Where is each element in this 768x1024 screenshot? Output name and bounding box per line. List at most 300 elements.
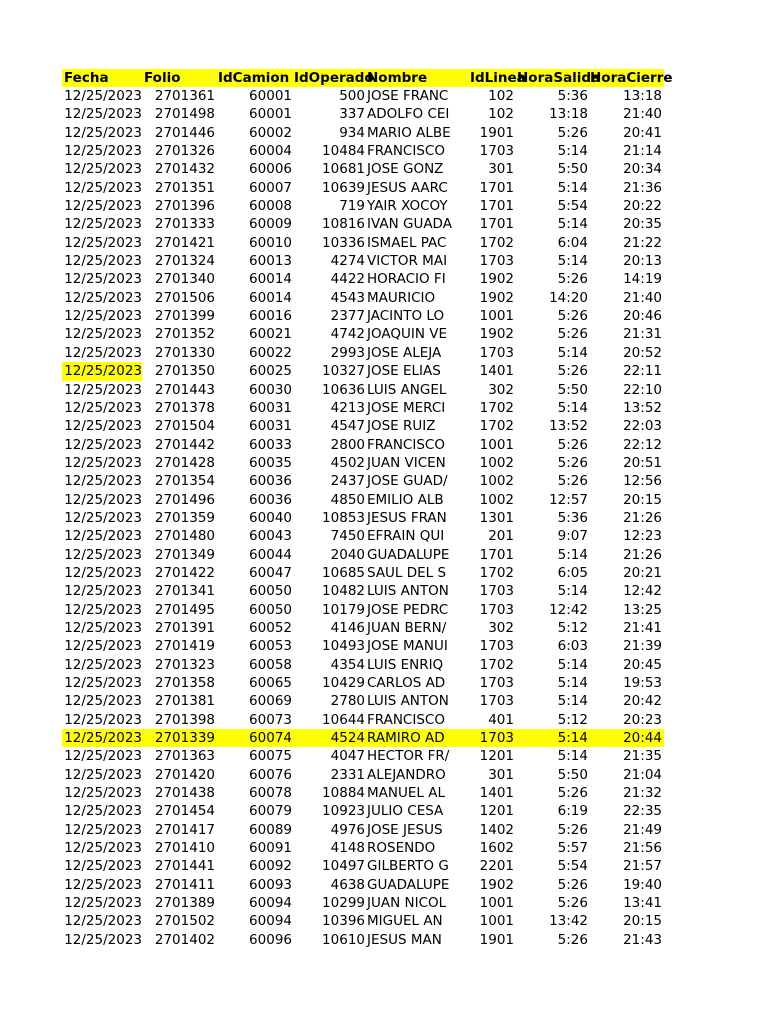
cell-idcamion[interactable]: 60040 — [249, 509, 292, 526]
cell-fecha[interactable]: 12/25/2023 — [64, 473, 142, 490]
cell-idlinea[interactable]: 102 — [488, 106, 514, 123]
cell-horasalida[interactable]: 5:14 — [557, 730, 588, 747]
cell-idoperador[interactable]: 10497 — [322, 858, 365, 875]
cell-fecha[interactable]: 12/25/2023 — [64, 198, 142, 215]
cell-fecha[interactable]: 12/25/2023 — [64, 656, 142, 673]
cell-horasalida[interactable]: 5:26 — [557, 473, 588, 490]
cell-horacierre[interactable]: 20:23 — [623, 711, 662, 728]
cell-nombre[interactable]: MIGUEL AN — [367, 913, 443, 930]
cell-horasalida[interactable]: 5:14 — [557, 143, 588, 160]
cell-idcamion[interactable]: 60047 — [249, 564, 292, 581]
cell-fecha[interactable]: 12/25/2023 — [64, 271, 142, 288]
cell-nombre[interactable]: HECTOR FR/ — [367, 748, 450, 765]
cell-fecha[interactable]: 12/25/2023 — [64, 106, 142, 123]
cell-idoperador[interactable]: 7450 — [330, 528, 365, 545]
cell-folio[interactable]: 2701419 — [154, 638, 215, 655]
cell-folio[interactable]: 2701333 — [154, 216, 215, 233]
cell-nombre[interactable]: EMILIO ALB — [367, 491, 444, 508]
cell-idlinea[interactable]: 302 — [488, 381, 514, 398]
cell-nombre[interactable]: GILBERTO G — [367, 858, 449, 875]
cell-idcamion[interactable]: 60025 — [249, 363, 292, 380]
cell-folio[interactable]: 2701323 — [154, 656, 215, 673]
cell-nombre[interactable]: JOSE GONZ — [367, 161, 444, 178]
cell-horacierre[interactable]: 20:44 — [623, 730, 662, 747]
cell-idlinea[interactable]: 1002 — [479, 473, 514, 490]
cell-idlinea[interactable]: 1701 — [479, 179, 514, 196]
cell-idoperador[interactable]: 4547 — [330, 418, 365, 435]
cell-idcamion[interactable]: 60058 — [249, 656, 292, 673]
cell-horasalida[interactable]: 5:50 — [557, 161, 588, 178]
cell-horasalida[interactable]: 5:14 — [557, 748, 588, 765]
cell-idoperador[interactable]: 10179 — [322, 601, 365, 618]
cell-fecha[interactable]: 12/25/2023 — [64, 454, 142, 471]
cell-horasalida[interactable]: 5:36 — [557, 88, 588, 104]
cell-fecha[interactable]: 12/25/2023 — [64, 216, 142, 233]
cell-idlinea[interactable]: 1902 — [479, 271, 514, 288]
cell-idcamion[interactable]: 60096 — [249, 931, 292, 948]
cell-idcamion[interactable]: 60094 — [249, 913, 292, 930]
cell-nombre[interactable]: MAURICIO — [367, 289, 436, 306]
cell-horacierre[interactable]: 19:40 — [623, 876, 662, 893]
cell-fecha[interactable]: 12/25/2023 — [64, 308, 142, 325]
cell-horasalida[interactable]: 13:52 — [549, 418, 588, 435]
cell-idlinea[interactable]: 1002 — [479, 491, 514, 508]
cell-nombre[interactable]: JOSE ALEJA — [367, 344, 442, 361]
cell-horasalida[interactable]: 5:36 — [557, 509, 588, 526]
cell-horacierre[interactable]: 13:25 — [623, 601, 662, 618]
cell-folio[interactable]: 2701341 — [154, 583, 215, 600]
cell-folio[interactable]: 2701442 — [154, 436, 215, 453]
cell-fecha[interactable]: 12/25/2023 — [64, 748, 142, 765]
cell-idcamion[interactable]: 60014 — [249, 271, 292, 288]
cell-horasalida[interactable]: 5:14 — [557, 693, 588, 710]
cell-fecha[interactable]: 12/25/2023 — [64, 509, 142, 526]
cell-idoperador[interactable]: 10644 — [322, 711, 365, 728]
cell-fecha[interactable]: 12/25/2023 — [62, 362, 142, 380]
cell-idcamion[interactable]: 60013 — [249, 253, 292, 270]
cell-idlinea[interactable]: 1901 — [479, 931, 514, 948]
cell-idlinea[interactable]: 1701 — [479, 546, 514, 563]
cell-idcamion[interactable]: 60033 — [249, 436, 292, 453]
cell-nombre[interactable]: LUIS ANTON — [367, 693, 449, 710]
cell-horacierre[interactable]: 21:40 — [623, 289, 662, 306]
cell-idoperador[interactable]: 2331 — [330, 766, 365, 783]
cell-folio[interactable]: 2701359 — [154, 509, 215, 526]
cell-nombre[interactable]: ADOLFO CEI — [367, 106, 450, 123]
cell-nombre[interactable]: JULIO CESA — [367, 803, 444, 820]
cell-idoperador[interactable]: 10681 — [322, 161, 365, 178]
cell-idoperador[interactable]: 10299 — [322, 895, 365, 912]
cell-horacierre[interactable]: 20:52 — [623, 344, 662, 361]
cell-fecha[interactable]: 12/25/2023 — [64, 491, 142, 508]
cell-folio[interactable]: 2701410 — [154, 840, 215, 857]
cell-idlinea[interactable]: 1703 — [479, 730, 514, 747]
cell-idoperador[interactable]: 2040 — [330, 546, 365, 563]
cell-idcamion[interactable]: 60001 — [249, 88, 292, 104]
cell-idlinea[interactable]: 1401 — [479, 363, 514, 380]
cell-folio[interactable]: 2701402 — [154, 931, 215, 948]
cell-fecha[interactable]: 12/25/2023 — [64, 179, 142, 196]
cell-idlinea[interactable]: 1001 — [479, 895, 514, 912]
cell-idcamion[interactable]: 60010 — [249, 234, 292, 251]
cell-idcamion[interactable]: 60089 — [249, 821, 292, 838]
cell-folio[interactable]: 2701421 — [154, 234, 215, 251]
cell-idcamion[interactable]: 60030 — [249, 381, 292, 398]
cell-nombre[interactable]: SAUL DEL S — [367, 564, 447, 581]
cell-nombre[interactable]: MARIO ALBE — [367, 124, 451, 141]
cell-idoperador[interactable]: 4742 — [330, 326, 365, 343]
cell-nombre[interactable]: FRANCISCO — [367, 143, 445, 160]
cell-horasalida[interactable]: 6:03 — [557, 638, 588, 655]
cell-horacierre[interactable]: 22:03 — [623, 418, 662, 435]
cell-nombre[interactable]: FRANCISCO — [367, 711, 445, 728]
cell-fecha[interactable]: 12/25/2023 — [64, 931, 142, 948]
cell-nombre[interactable]: LUIS ENRIQ — [367, 656, 444, 673]
cell-idcamion[interactable]: 60001 — [249, 106, 292, 123]
cell-idcamion[interactable]: 60094 — [249, 895, 292, 912]
cell-fecha[interactable]: 12/25/2023 — [64, 124, 142, 141]
cell-fecha[interactable]: 12/25/2023 — [64, 766, 142, 783]
cell-idoperador[interactable]: 10482 — [322, 583, 365, 600]
cell-idcamion[interactable]: 60008 — [249, 198, 292, 215]
cell-idlinea[interactable]: 1602 — [479, 840, 514, 857]
cell-idcamion[interactable]: 60079 — [249, 803, 292, 820]
cell-nombre[interactable]: ISMAEL PAC — [367, 234, 447, 251]
cell-horacierre[interactable]: 20:22 — [623, 198, 662, 215]
cell-idlinea[interactable]: 1703 — [479, 675, 514, 691]
cell-idoperador[interactable]: 934 — [339, 124, 365, 141]
cell-folio[interactable]: 2701498 — [154, 106, 215, 123]
cell-nombre[interactable]: ROSENDO — [367, 840, 436, 857]
cell-idcamion[interactable]: 60075 — [249, 748, 292, 765]
cell-fecha[interactable]: 12/25/2023 — [64, 381, 142, 398]
cell-idoperador[interactable]: 4422 — [330, 271, 365, 288]
cell-folio[interactable]: 2701495 — [154, 601, 215, 618]
cell-folio[interactable]: 2701381 — [154, 693, 215, 710]
cell-horacierre[interactable]: 21:31 — [623, 326, 662, 343]
cell-idlinea[interactable]: 1001 — [479, 436, 514, 453]
cell-folio[interactable]: 2701422 — [154, 564, 215, 581]
cell-folio[interactable]: 2701441 — [154, 858, 215, 875]
cell-horacierre[interactable]: 21:39 — [623, 638, 662, 655]
cell-horasalida[interactable]: 5:50 — [557, 766, 588, 783]
cell-fecha[interactable]: 12/25/2023 — [64, 821, 142, 838]
cell-folio[interactable]: 2701326 — [154, 143, 215, 160]
cell-fecha[interactable]: 12/25/2023 — [64, 913, 142, 930]
cell-idcamion[interactable]: 60078 — [249, 785, 292, 802]
cell-horasalida[interactable]: 5:26 — [557, 271, 588, 288]
cell-fecha[interactable]: 12/25/2023 — [64, 619, 142, 636]
cell-idlinea[interactable]: 1702 — [479, 656, 514, 673]
cell-idlinea[interactable]: 301 — [488, 766, 514, 783]
cell-folio[interactable]: 2701349 — [154, 546, 215, 563]
cell-horacierre[interactable]: 21:43 — [623, 931, 662, 948]
cell-horacierre[interactable]: 20:46 — [623, 308, 662, 325]
cell-idoperador[interactable]: 10636 — [322, 381, 365, 398]
cell-folio[interactable]: 2701438 — [154, 785, 215, 802]
cell-idlinea[interactable]: 1703 — [479, 693, 514, 710]
cell-horacierre[interactable]: 20:15 — [623, 491, 662, 508]
cell-idlinea[interactable]: 2201 — [479, 858, 514, 875]
cell-nombre[interactable]: JESUS AARC — [367, 179, 448, 196]
cell-nombre[interactable]: JACINTO LO — [367, 308, 445, 325]
cell-idoperador[interactable]: 10923 — [322, 803, 365, 820]
cell-fecha[interactable]: 12/25/2023 — [64, 785, 142, 802]
cell-folio[interactable]: 2701339 — [154, 730, 215, 747]
header-idcamion[interactable]: IdCamion — [218, 70, 290, 86]
cell-folio[interactable]: 2701361 — [154, 88, 215, 104]
cell-fecha[interactable]: 12/25/2023 — [64, 289, 142, 306]
cell-horasalida[interactable]: 5:14 — [557, 583, 588, 600]
cell-fecha[interactable]: 12/25/2023 — [64, 840, 142, 857]
cell-horacierre[interactable]: 20:51 — [623, 454, 662, 471]
cell-horacierre[interactable]: 21:22 — [623, 234, 662, 251]
cell-horasalida[interactable]: 13:42 — [549, 913, 588, 930]
cell-folio[interactable]: 2701350 — [154, 363, 215, 380]
cell-fecha[interactable]: 12/25/2023 — [64, 528, 142, 545]
cell-folio[interactable]: 2701391 — [154, 619, 215, 636]
cell-horacierre[interactable]: 20:41 — [623, 124, 662, 141]
cell-folio[interactable]: 2701352 — [154, 326, 215, 343]
cell-horasalida[interactable]: 5:12 — [557, 619, 588, 636]
cell-idlinea[interactable]: 1703 — [479, 601, 514, 618]
cell-idlinea[interactable]: 1701 — [479, 216, 514, 233]
cell-fecha[interactable]: 12/25/2023 — [64, 88, 142, 104]
cell-horacierre[interactable]: 21:26 — [623, 546, 662, 563]
cell-fecha[interactable]: 12/25/2023 — [64, 711, 142, 728]
cell-folio[interactable]: 2701363 — [154, 748, 215, 765]
cell-idlinea[interactable]: 1201 — [479, 748, 514, 765]
cell-fecha[interactable]: 12/25/2023 — [64, 876, 142, 893]
cell-horasalida[interactable]: 5:26 — [557, 821, 588, 838]
cell-horasalida[interactable]: 13:18 — [549, 106, 588, 123]
cell-fecha[interactable]: 12/25/2023 — [64, 895, 142, 912]
cell-idlinea[interactable]: 201 — [488, 528, 514, 545]
cell-folio[interactable]: 2701411 — [154, 876, 215, 893]
cell-idoperador[interactable]: 10685 — [322, 564, 365, 581]
cell-idcamion[interactable]: 60091 — [249, 840, 292, 857]
header-fecha[interactable]: Fecha — [64, 70, 109, 86]
cell-nombre[interactable]: IVAN GUADA — [367, 216, 452, 233]
cell-idoperador[interactable]: 10610 — [322, 931, 365, 948]
cell-idoperador[interactable]: 10484 — [322, 143, 365, 160]
cell-nombre[interactable]: JESUS FRAN — [367, 509, 447, 526]
cell-idlinea[interactable]: 1702 — [479, 234, 514, 251]
cell-idoperador[interactable]: 337 — [339, 106, 365, 123]
cell-idcamion[interactable]: 60076 — [249, 766, 292, 783]
cell-nombre[interactable]: EFRAIN QUI — [367, 528, 445, 545]
cell-horasalida[interactable]: 5:14 — [557, 675, 588, 691]
cell-horasalida[interactable]: 6:19 — [557, 803, 588, 820]
cell-folio[interactable]: 2701399 — [154, 308, 215, 325]
cell-nombre[interactable]: JOSE MANUI — [367, 638, 448, 655]
cell-horacierre[interactable]: 20:35 — [623, 216, 662, 233]
cell-horacierre[interactable]: 20:15 — [623, 913, 662, 930]
cell-horasalida[interactable]: 5:57 — [557, 840, 588, 857]
cell-nombre[interactable]: VICTOR MAI — [367, 253, 448, 270]
cell-fecha[interactable]: 12/25/2023 — [64, 399, 142, 416]
cell-horasalida[interactable]: 6:05 — [557, 564, 588, 581]
cell-idoperador[interactable]: 4638 — [330, 876, 365, 893]
cell-idlinea[interactable]: 302 — [488, 619, 514, 636]
cell-folio[interactable]: 2701324 — [154, 253, 215, 270]
cell-horacierre[interactable]: 21:32 — [623, 785, 662, 802]
cell-horasalida[interactable]: 5:26 — [557, 895, 588, 912]
cell-horacierre[interactable]: 13:41 — [623, 895, 662, 912]
cell-folio[interactable]: 2701354 — [154, 473, 215, 490]
cell-idoperador[interactable]: 2993 — [330, 344, 365, 361]
cell-nombre[interactable]: JOAQUIN VE — [367, 326, 448, 343]
cell-idlinea[interactable]: 1703 — [479, 143, 514, 160]
cell-nombre[interactable]: YAIR XOCOY — [367, 198, 448, 215]
cell-idoperador[interactable]: 10853 — [322, 509, 365, 526]
cell-nombre[interactable]: MANUEL AL — [367, 785, 445, 802]
cell-fecha[interactable]: 12/25/2023 — [64, 601, 142, 618]
cell-fecha[interactable]: 12/25/2023 — [64, 161, 142, 178]
cell-nombre[interactable]: JOSE GUAD/ — [367, 473, 448, 490]
cell-idlinea[interactable]: 1201 — [479, 803, 514, 820]
cell-horacierre[interactable]: 20:42 — [623, 693, 662, 710]
cell-folio[interactable]: 2701351 — [154, 179, 215, 196]
cell-idlinea[interactable]: 301 — [488, 161, 514, 178]
cell-nombre[interactable]: GUADALUPE — [367, 546, 450, 563]
cell-horasalida[interactable]: 5:14 — [557, 546, 588, 563]
cell-idoperador[interactable]: 10396 — [322, 913, 365, 930]
cell-idoperador[interactable]: 4213 — [330, 399, 365, 416]
cell-folio[interactable]: 2701454 — [154, 803, 215, 820]
cell-idoperador[interactable]: 4976 — [330, 821, 365, 838]
cell-nombre[interactable]: JESUS MAN — [367, 931, 442, 948]
cell-horasalida[interactable]: 9:07 — [557, 528, 588, 545]
cell-idlinea[interactable]: 102 — [488, 88, 514, 104]
cell-idcamion[interactable]: 60007 — [249, 179, 292, 196]
cell-idcamion[interactable]: 60093 — [249, 876, 292, 893]
cell-fecha[interactable]: 12/25/2023 — [64, 436, 142, 453]
cell-idcamion[interactable]: 60036 — [249, 473, 292, 490]
cell-fecha[interactable]: 12/25/2023 — [64, 234, 142, 251]
cell-horacierre[interactable]: 22:10 — [623, 381, 662, 398]
cell-idcamion[interactable]: 60092 — [249, 858, 292, 875]
cell-horasalida[interactable]: 5:26 — [557, 931, 588, 948]
cell-nombre[interactable]: JOSE JESUS — [367, 821, 443, 838]
cell-idlinea[interactable]: 401 — [488, 711, 514, 728]
cell-folio[interactable]: 2701502 — [154, 913, 215, 930]
cell-horasalida[interactable]: 5:12 — [557, 711, 588, 728]
cell-nombre[interactable]: RAMIRO AD — [367, 730, 445, 747]
cell-horacierre[interactable]: 22:35 — [623, 803, 662, 820]
cell-idoperador[interactable]: 4148 — [330, 840, 365, 857]
cell-idlinea[interactable]: 1702 — [479, 399, 514, 416]
cell-idoperador[interactable]: 10493 — [322, 638, 365, 655]
cell-idoperador[interactable]: 10336 — [322, 234, 365, 251]
cell-folio[interactable]: 2701330 — [154, 344, 215, 361]
cell-idoperador[interactable]: 4354 — [330, 656, 365, 673]
cell-horasalida[interactable]: 5:54 — [557, 858, 588, 875]
cell-horacierre[interactable]: 22:12 — [623, 436, 662, 453]
cell-horacierre[interactable]: 22:11 — [623, 363, 662, 380]
cell-idoperador[interactable]: 2437 — [330, 473, 365, 490]
cell-horasalida[interactable]: 5:26 — [557, 876, 588, 893]
cell-idcamion[interactable]: 60044 — [249, 546, 292, 563]
cell-folio[interactable]: 2701443 — [154, 381, 215, 398]
cell-idlinea[interactable]: 1902 — [479, 326, 514, 343]
cell-idcamion[interactable]: 60021 — [249, 326, 292, 343]
cell-horacierre[interactable]: 21:36 — [623, 179, 662, 196]
cell-idcamion[interactable]: 60006 — [249, 161, 292, 178]
cell-idcamion[interactable]: 60053 — [249, 638, 292, 655]
cell-folio[interactable]: 2701358 — [154, 675, 215, 691]
cell-idcamion[interactable]: 60009 — [249, 216, 292, 233]
cell-nombre[interactable]: FRANCISCO — [367, 436, 445, 453]
cell-folio[interactable]: 2701389 — [154, 895, 215, 912]
cell-idoperador[interactable]: 719 — [339, 198, 365, 215]
cell-idcamion[interactable]: 60036 — [249, 491, 292, 508]
cell-nombre[interactable]: JOSE MERCI — [367, 399, 446, 416]
cell-idlinea[interactable]: 1001 — [479, 913, 514, 930]
cell-idcamion[interactable]: 60050 — [249, 583, 292, 600]
cell-fecha[interactable]: 12/25/2023 — [64, 693, 142, 710]
header-horasalida[interactable]: HoraSalida — [517, 70, 601, 86]
cell-horasalida[interactable]: 5:26 — [557, 124, 588, 141]
cell-idlinea[interactable]: 1902 — [479, 289, 514, 306]
cell-nombre[interactable]: JOSE ELIAS — [367, 363, 441, 380]
cell-folio[interactable]: 2701506 — [154, 289, 215, 306]
header-idoperador[interactable]: IdOperado — [294, 70, 374, 86]
cell-idlinea[interactable]: 1701 — [479, 198, 514, 215]
cell-horasalida[interactable]: 14:20 — [549, 289, 588, 306]
cell-fecha[interactable]: 12/25/2023 — [64, 418, 142, 435]
cell-fecha[interactable]: 12/25/2023 — [64, 858, 142, 875]
cell-idoperador[interactable]: 2800 — [330, 436, 365, 453]
cell-nombre[interactable]: JUAN VICEN — [367, 454, 446, 471]
cell-nombre[interactable]: LUIS ANGEL — [367, 381, 447, 398]
cell-idcamion[interactable]: 60035 — [249, 454, 292, 471]
cell-horasalida[interactable]: 5:26 — [557, 454, 588, 471]
cell-horacierre[interactable]: 12:56 — [623, 473, 662, 490]
cell-horasalida[interactable]: 5:50 — [557, 381, 588, 398]
cell-horasalida[interactable]: 5:26 — [557, 363, 588, 380]
cell-idoperador[interactable]: 4146 — [330, 619, 365, 636]
cell-idoperador[interactable]: 2780 — [330, 693, 365, 710]
cell-folio[interactable]: 2701432 — [154, 161, 215, 178]
cell-idlinea[interactable]: 1002 — [479, 454, 514, 471]
cell-folio[interactable]: 2701496 — [154, 491, 215, 508]
cell-horacierre[interactable]: 21:41 — [623, 619, 662, 636]
cell-idcamion[interactable]: 60004 — [249, 143, 292, 160]
cell-horacierre[interactable]: 21:35 — [623, 748, 662, 765]
cell-folio[interactable]: 2701446 — [154, 124, 215, 141]
cell-idoperador[interactable]: 10327 — [322, 363, 365, 380]
cell-idcamion[interactable]: 60065 — [249, 675, 292, 691]
cell-nombre[interactable]: ALEJANDRO — [367, 766, 446, 783]
cell-horacierre[interactable]: 13:52 — [623, 399, 662, 416]
cell-idlinea[interactable]: 1702 — [479, 564, 514, 581]
cell-horasalida[interactable]: 5:54 — [557, 198, 588, 215]
cell-idoperador[interactable]: 10639 — [322, 179, 365, 196]
cell-horacierre[interactable]: 20:13 — [623, 253, 662, 270]
cell-horacierre[interactable]: 21:14 — [623, 143, 662, 160]
cell-folio[interactable]: 2701396 — [154, 198, 215, 215]
cell-idoperador[interactable]: 10816 — [322, 216, 365, 233]
cell-idcamion[interactable]: 60014 — [249, 289, 292, 306]
cell-folio[interactable]: 2701420 — [154, 766, 215, 783]
cell-folio[interactable]: 2701428 — [154, 454, 215, 471]
cell-idoperador[interactable]: 4047 — [330, 748, 365, 765]
cell-folio[interactable]: 2701398 — [154, 711, 215, 728]
cell-fecha[interactable]: 12/25/2023 — [64, 143, 142, 160]
cell-idcamion[interactable]: 60073 — [249, 711, 292, 728]
cell-idlinea[interactable]: 1902 — [479, 876, 514, 893]
